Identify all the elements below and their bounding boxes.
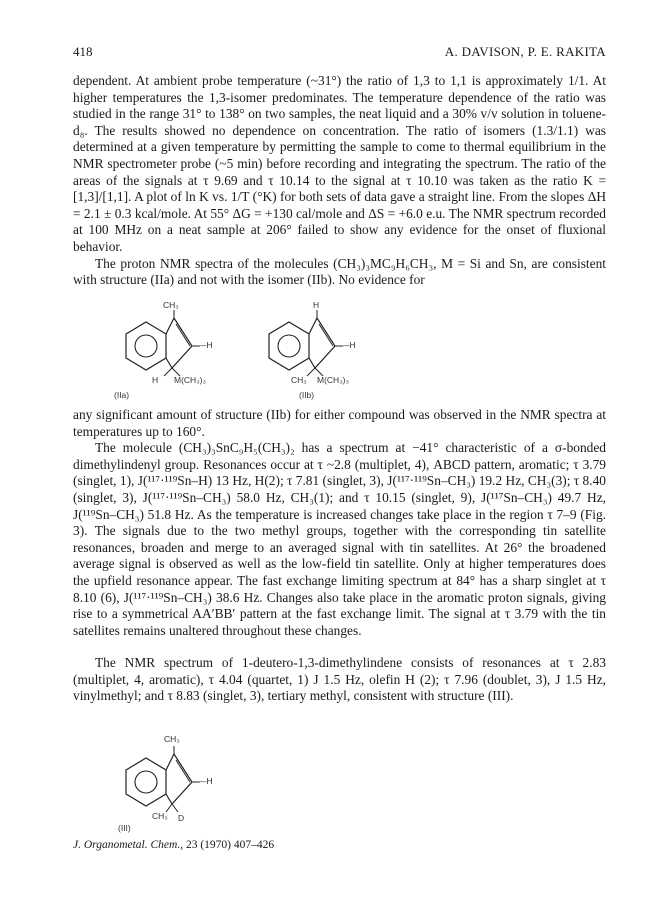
paragraph: any significant amount of structure (IIb) for either compound was observed in the NMR spectra at temperatures up to 160°. <box>73 407 606 439</box>
substituent-label: CH₃ <box>291 375 307 385</box>
substituent-label: CH₃ <box>163 300 179 310</box>
substituent-label: H <box>152 375 159 385</box>
structure-IIb <box>255 300 375 400</box>
substituent-label: H <box>313 300 320 310</box>
structure-caption: (IIb) <box>299 390 315 400</box>
indene-skeleton-drawing <box>112 306 232 396</box>
substituent-label: —H <box>198 340 213 350</box>
indene-skeleton-drawing <box>112 744 232 830</box>
running-authors: A. DAVISON, P. E. RAKITA <box>444 44 606 59</box>
structure-III <box>112 734 232 833</box>
substituent-label: —H <box>198 776 213 786</box>
body-text-top <box>73 73 606 289</box>
substituent-label: CH₃ <box>164 734 180 744</box>
journal-name: J. Organometal. Chem., <box>73 839 184 851</box>
substituent-label: M(CH₃)₃ <box>174 375 206 385</box>
paragraph: dependent. At ambient probe temperature (~31°) the ratio of 1,3 to 1,1 is approximately 1/1. At higher temperatures the 1,3-isomer predominates. The temperature dependence of the ratio was studied in the range 31° to 138° on two samples, the neat liquid and a 30% v/v solution in toluene-d₈. The results showed no dependence on concentration. The ratio of isomers (1.3/1.1) was determined at a given temperature by permitting the sample to come to thermal equilibrium in the NMR spectrometer probe (~5 min) before recording and integrating the spectrum. The ratio of the areas of the signals at τ 9.69 and τ 10.14 to the signal at τ 10.10 was taken as the ratio K = [1,3]/[1,1]. A plot of ln K vs. 1/T (°K) for both sets of data gave a straight line. From the slopes ΔH = 2.1 ± 0.3 kcal/mole. At 55° ΔG = +130 cal/mole and ΔS = +6.0 e.u. The NMR spectrum recorded at 100 MHz on a neat sample at 206° failed to show any evidence for the onset of fluxional behavior. <box>73 73 606 254</box>
indene-skeleton-drawing <box>255 306 375 396</box>
journal-volume-pages: 23 (1970) 407–426 <box>183 839 275 851</box>
substituent-label: D <box>178 813 185 823</box>
structure-IIa <box>112 300 232 400</box>
structure-caption: (IIa) <box>114 390 130 400</box>
page-number: 418 <box>73 44 93 59</box>
paragraph: The molecule (CH₃)₃SnC₉H₅(CH₃)₂ has a spectrum at −41° characteristic of a σ-bonded dimethylindenyl group. Resonances occur at τ ~2.8 (multiplet, 4), ABCD pattern, aromatic; τ 3.79 (singlet, 1), J(¹¹⁷·¹¹⁹Sn–H) 13 Hz, H(2); τ 7.81 (singlet, 3), J(¹¹⁷·¹¹⁹Sn–CH₃) 19.2 Hz, CH₃(3); τ 8.40 (singlet, 3), J(¹¹⁷·¹¹⁹Sn–CH₃) 58.0 Hz, CH₃(1); and τ 10.15 (singlet, 9), J(¹¹⁷Sn–CH₃) 49.7 Hz, J(¹¹⁹Sn–CH₃) 51.8 Hz. As the temperature is increased changes take place in the region τ 7–9 (Fig. 3). The signals due to the two methyl groups, together with the corresponding tin satellite resonances, broaden and merge to an averaged signal with tin satellites. At 26° the broadened average signal is observed as well as the low-field tin satellite. Only at higher temperatures does the upfield resonance appear. The fast exchange limiting spectrum at 84° has a sharp singlet at τ 8.10 (6), J(¹¹⁷·¹¹⁹Sn–CH₃) 38.6 Hz. Changes also take place in the aromatic proton signals, giving rise to a symmetrical AA′BB′ pattern at the fast exchange limit. The signal at τ 3.79 with the tin satellites remains unaltered throughout these changes. <box>73 440 606 638</box>
substituent-label: —H <box>341 340 356 350</box>
substituent-label: M(CH₃)₃ <box>317 375 349 385</box>
structure-caption: (III) <box>118 823 131 833</box>
body-text-middle <box>73 407 606 639</box>
body-text-bottom <box>73 655 606 705</box>
journal-citation <box>73 839 274 851</box>
paragraph: The NMR spectrum of 1-deutero-1,3-dimethylindene consists of resonances at τ 2.83 (multiplet, 4, aromatic), τ 4.04 (quartet, 1) J 1.5 Hz, olefin H (2); τ 7.96 (doublet, 3), J 1.5 Hz, vinylmethyl; and τ 8.83 (singlet, 3), tertiary methyl, consistent with structure (III). <box>73 655 606 704</box>
substituent-label: CH₃ <box>152 811 168 821</box>
paragraph: The proton NMR spectra of the molecules (CH₃)₃MC₉H₆CH₃, M = Si and Sn, are consistent with structure (IIa) and not with the isomer (IIb). No evidence for <box>73 255 606 288</box>
